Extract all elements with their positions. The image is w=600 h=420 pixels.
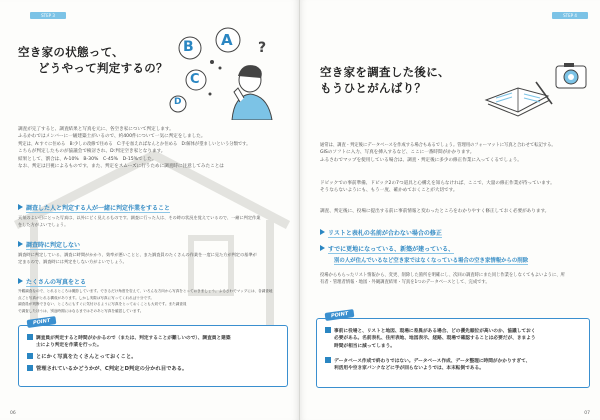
right-paragraph-2: ドピックでの事前準備、ドピック2の7つ道具と心構えを知らなければ、ここで、大量の修正作業が待っています。 そうならないようにも、もう一度、確かめておくことが大切です。 [320,181,555,194]
point-item-continued: 必要がある。名前表札、住所表地、地図表示、経路、現場で確認することは必要だが、きまよう [334,336,536,341]
bubble-letter-d: D [174,97,182,107]
right-paragraph-1: 通常は、調査・判定後にデータベースを作成する場合もあるでしょう。管理用のフォーマットに写真と合わせて転記する。 GISのソフトに入力、写真を挿入するなど、ここに一番時間がかかります。 ふるさわでマップを使用している場合は、調査・判定後に多少の修正作業に入ってくるでしょう。 [320,143,556,163]
checkbox-icon [325,357,331,363]
page-number: 07 [584,411,590,416]
point-label: POINT [325,309,355,321]
left-page-title: 空き家の状態って、 どうやって判定するの？ [18,45,168,75]
right-point-box [316,310,590,388]
right-page-title: 空き家を調査した後に、 もうひとがんばり？ [320,65,450,95]
point-item: 調査員が判定すると時間がかかるので（または、判定することが難しいので）、調査員と建築 [27,334,231,342]
right-page-tab: STEP 4 [552,12,588,19]
checkbox-icon [325,327,331,333]
left-page-tab: STEP 3 [30,12,66,19]
left-subheading-1: 調査した人と判定する人が一緒に判定作業をすること [18,203,170,212]
point-item: 管理されているかどうかが、C判定とD判定の分かれ目である。 [27,365,187,373]
checkbox-icon [27,365,33,371]
notebook-and-camera-illustration [478,60,590,122]
right-subheading-2: すでに更地になっている、新築が建っている、 別の人が住んでいるなど空き家ではなくなっている場合の空き家情報からの削除 [320,244,528,265]
point-item: データベース作成で終わりではない。データベース作成、データ整理に時間がかかりすぎて、 [325,357,530,365]
left-paragraph-1: 調査が完了すると、調査結果と写真を元に、各空き家について判定します。 ふるかわではメンバーに一級建築士がいるので、約400件について一気に判定をしました。 判定は、A:すぐに住める B:少しの改修で住める C:手を加えればなんとか住める D:解体が望ましいという分類です。 こちらが判定したものが協議会で検討され、D:判定空き家となります。 結果として、割合は、A-10% B-30% C-45% D-15%でした。 なお、判定は目視によるものです。また、判定をスムーズに行うために調査時に注意してみたことは [18,127,251,170]
point-item: 事前に役場と、リストと地図、現場に差異がある場合、どの優先順位が高いのか、協議しておく [325,327,535,335]
left-paragraph-3: 調査時に判定している、調査に時間がかかり、効率が悪いことと、また調査員のたくさんの作業を一度に見た方が判定の基準が 定まるので、調査時には判定をしない方がよいでしょう。 [18,252,257,265]
left-subheading-2: 調査時に判定しない [18,240,80,249]
point-label: POINT [27,316,57,328]
bubble-letter-c: C [190,72,200,87]
right-page [300,0,600,420]
right-paragraph-4: 役場からもらったリスト情報から、変更、削除した箇所を明確にし、次回の調査時にまた同じ作業をしなくてもよいように、所 有者・管理者情報・地図・外観調査結果・写真を1つのデータベースとして、完成です。 [320,273,565,286]
checkbox-icon [27,353,33,359]
point-item: とにかく写真をたくさんとっておくこと。 [27,353,137,361]
page-number: 06 [10,411,16,416]
left-subheading-3: たくさんの写真をとる [18,277,86,286]
right-paragraph-3: 調査、判定後に、役場に提出する前に事前情報と変わったところをわかりやすく修正しておく必要があります。 [320,209,550,214]
bubble-letter-a: A [221,31,233,49]
point-item-continued: 利活用や空き家バンクなどに手が回らないようでは、本末転倒である。 [334,366,484,371]
left-paragraph-4: 外観調査なので、とれるところは撮影しています。できるだけ角度を変えて、いろんな方向から写真をとっておきましょう。ふるさわでマップには、各調査地 点ごと写真がとれる構成があります。しかし実際は写真に写ってくれれば十分です。 調査員が判断できない、ところにもすぐに気付けるように写真をとっておくことも大切です。また調査員 で調査したほうは、別途時期にはなるまではそのあと写真を確認しています。 [18,289,273,313]
bubble-letter-b: B [183,39,194,55]
checkbox-icon [27,334,33,340]
question-mark-icon: ? [258,40,267,56]
right-subheading-1: リストと表札の名前が合わない場合の修正 [320,228,442,237]
left-paragraph-2: 天気のよい日にとった写真は、以外にどく見えるものです。調査に行った人は、その時の状況を覚えているので、一緒に判定作業 をした方がよいでしょう。 [18,215,261,228]
point-item-continued: 時間が相当に減ってしまう。 [334,344,395,349]
left-point-box [18,317,288,387]
point-item-continued: 士により判定を作業を行った。 [36,343,102,348]
